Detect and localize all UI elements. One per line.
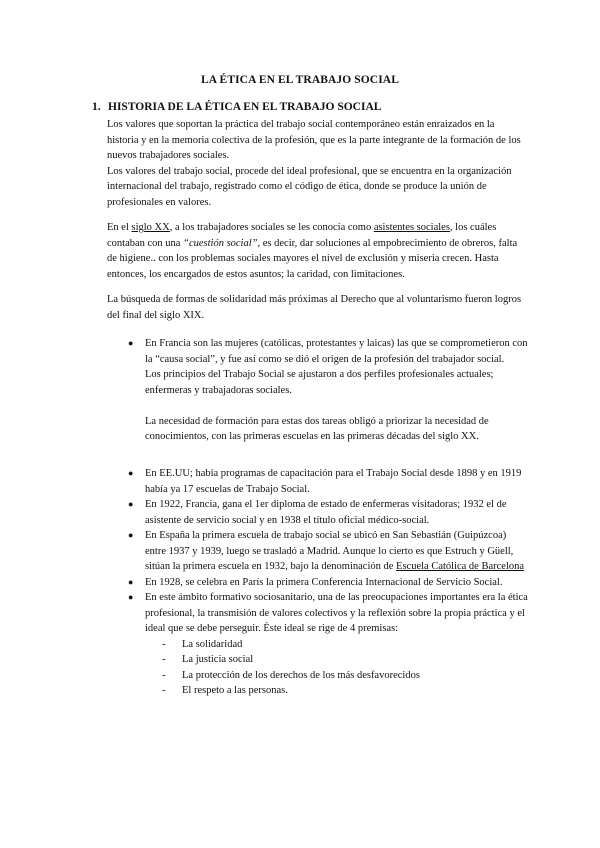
- paris-text: En 1928, se celebra en París la primera Conferencia Internacional de Servicio Social.: [145, 576, 503, 588]
- espana-text-part: En España la primera escuela de trabajo social se ubicó en San Sebastián (Guipúzcoa) entre 1937 y 1939, luego se trasladó a Madrid. Aunque lo cierto es que Estruch y Güell, sitúan la primera escuela en 1932, bajo la denominación de: [145, 530, 514, 572]
- section-heading-text: HISTORIA DE LA ÉTICA EN EL TRABAJO SOCIAL: [108, 101, 382, 113]
- bullet-icon: ●: [128, 499, 134, 509]
- francia-paragraph-1: En Francia son las mujeres (católicas, protestantes y laicas) las que se comprometieron con la “causa social”, y fue así como se dió el origen de la profesión del trabajador social.: [145, 338, 528, 365]
- francia-paragraph-3: La necesidad de formación para estas dos tareas obligó a priorizar la necesidad de conocimientos, con las primeras escuelas en las primeras décadas del siglo XX.: [145, 415, 489, 442]
- francia-bullet-list: [128, 336, 528, 445]
- escuela-catolica-link[interactable]: Escuela Católica de Barcelona: [396, 561, 525, 572]
- bullet-icon: ●: [128, 592, 134, 602]
- ambito-text: En este ámbito formativo sociosanitario, una de las preocupaciones importantes era la ética profesional, la transmisión de valores colectivos y la reflexión sobre la propia práctica y el ideal que se debe perseguir. Éste ideal se rige de 4 premisas:: [145, 592, 528, 634]
- premisa-text: La solidaridad: [182, 638, 243, 650]
- premisa-text: La justicia social: [182, 654, 254, 665]
- premisa-item: [145, 668, 528, 684]
- siglo-text: [107, 220, 527, 282]
- list-item: [128, 497, 528, 528]
- dash-icon: -: [162, 654, 166, 665]
- siglo-text-part: , a los trabajadores sociales se les conocía como: [169, 222, 374, 233]
- section-number: 1.: [92, 101, 101, 113]
- dash-icon: -: [162, 669, 166, 681]
- eeuu-text: En EE.UU; había programas de capacitación para el Trabajo Social desde 1898 y en 1919 había ya 17 escuelas de Trabajo Social.: [145, 468, 522, 495]
- dash-icon: -: [162, 685, 166, 696]
- busqueda-text: La búsqueda de formas de solidaridad más próximas al Derecho que al voluntarismo fueron logros del final del siglo XIX.: [107, 294, 522, 321]
- francia-1922-text: En 1922, Francia, gana el 1er diploma de estado de enfermeras visitadoras; 1932 el de asistente de servicio social y en 1938 el título oficial médico-social.: [145, 499, 507, 526]
- section-heading: [92, 100, 532, 115]
- siglo-text-part: , es decir, dar soluciones al empobrecimiento de obreros, falta de higiene.. con los problemas sociales mayores el nivel de exclusión y miseria crecen. Hasta entonces, los encargados de estos asuntos; la caridad, con limitaciones.: [107, 237, 518, 280]
- bullet-icon: ●: [128, 530, 134, 540]
- list-item: [128, 466, 528, 497]
- premisa-item: [145, 652, 528, 668]
- siglo-paragraph: [107, 220, 527, 282]
- bullet-icon: ●: [128, 576, 134, 587]
- cuestion-social-quote: “cuestión social”: [183, 237, 258, 249]
- dash-icon: -: [162, 638, 166, 650]
- list-item: [128, 575, 528, 591]
- intro-paragraph-1: Los valores que soportan la práctica del trabajo social contemporáneo están enraizados en la historia y en la memoria colectiva de la profesión, que es la parte integrante de la formación de los nuevos trabajadores sociales.: [107, 119, 521, 161]
- list-item: [128, 336, 528, 445]
- siglo-text-part: , los cuáles contaban con una: [107, 222, 497, 249]
- siglo-text-part: En el: [107, 222, 132, 233]
- premisa-item: [145, 683, 528, 699]
- intro-block: [107, 117, 527, 210]
- bullet-icon: ●: [128, 468, 134, 478]
- bullet-icon: ●: [128, 338, 134, 348]
- francia-paragraph-2: Los principios del Trabajo Social se ajustaron a dos perfiles profesionales actuales; enfermeras y trabajadoras sociales.: [145, 369, 494, 396]
- premisa-text: La protección de los derechos de los más desfavorecidos: [182, 669, 420, 681]
- premisa-text: El respeto a las personas.: [182, 685, 288, 696]
- list-item: [128, 590, 528, 699]
- premisa-item: [145, 637, 528, 653]
- siglo-xx-link[interactable]: siglo XX: [131, 222, 170, 233]
- premisas-list: [145, 637, 528, 699]
- list-item: [128, 528, 528, 575]
- document-title: LA ÉTICA EN EL TRABAJO SOCIAL: [201, 74, 399, 86]
- busqueda-paragraph: [107, 292, 527, 323]
- espana-text: [145, 528, 528, 575]
- asistentes-sociales-link[interactable]: asistentes sociales: [373, 222, 450, 233]
- history-bullet-list: [128, 466, 528, 699]
- intro-paragraph-2: Los valores del trabajo social, procede del ideal profesional, que se encuentra en la organización internacional del trabajo, registrado como el código de ética, donde se produce la unión de profesionales en valores.: [107, 165, 512, 208]
